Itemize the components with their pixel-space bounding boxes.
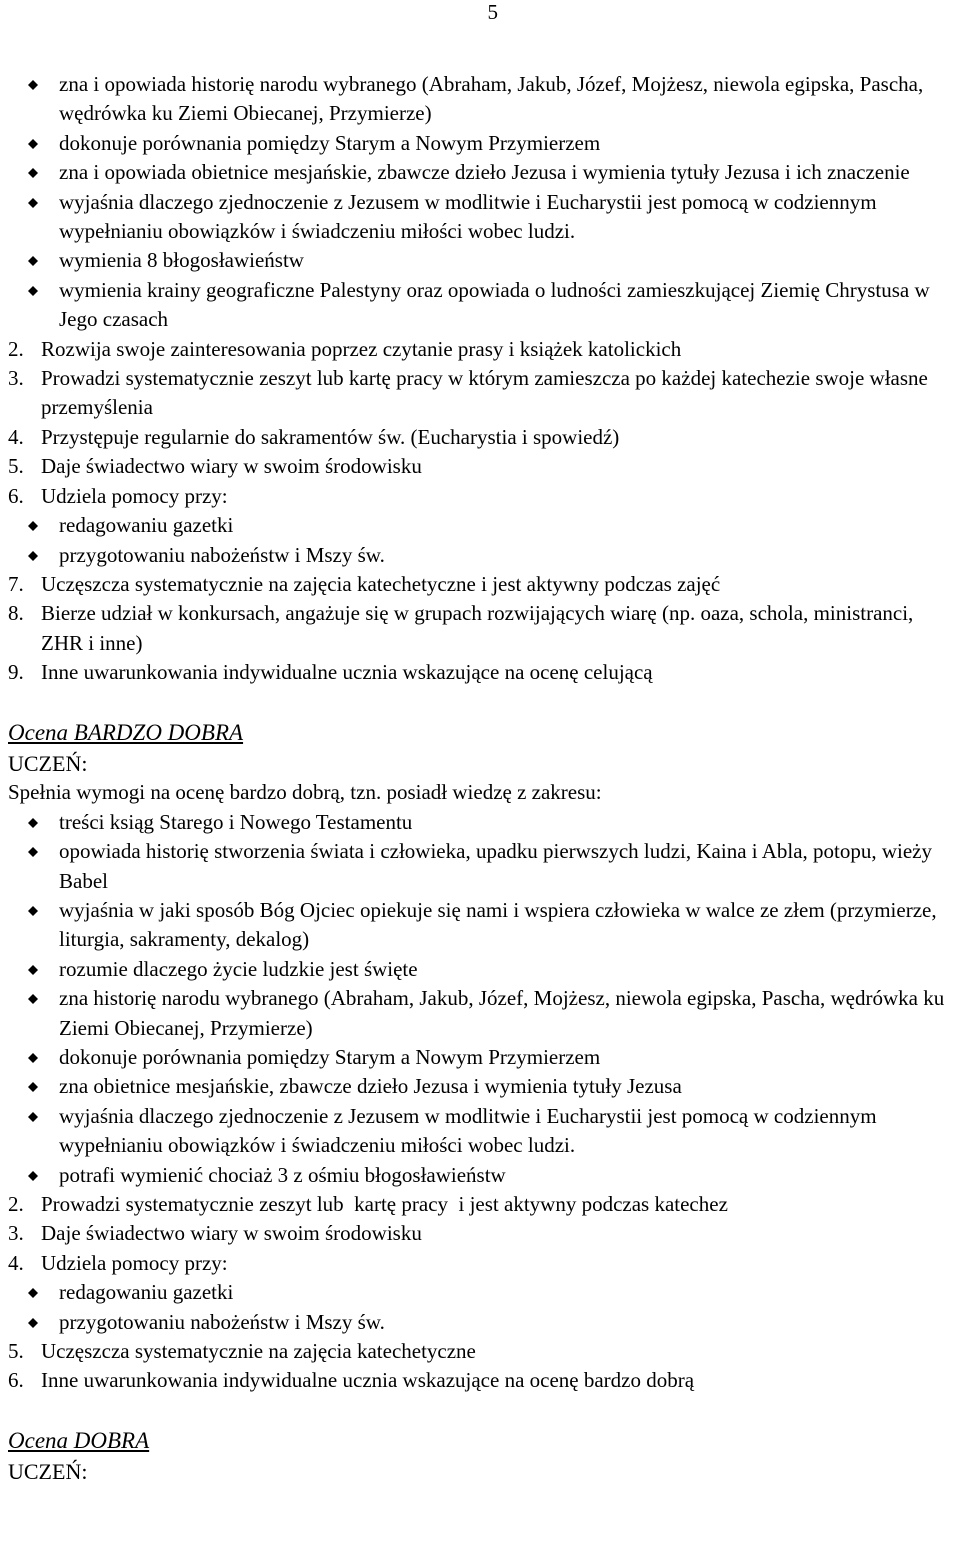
list-item-text: zna i opowiada obietnice mesjańskie, zbawcze dzieło Jezusa i wymienia tytuły Jezusa i ich znaczenie [59,160,910,185]
diamond-bullet-icon [28,906,38,916]
numbered-item [8,452,953,481]
item-text: Rozwija swoje zainteresowania poprzez czytanie prasy i książek katolickich [41,336,682,361]
diamond-bullet-icon [28,286,38,296]
item-text: Inne uwarunkowania indywidualne ucznia wskazujące na ocenę celującą [41,660,653,685]
document-body [8,70,953,1487]
diamond-bullet-icon [28,847,38,857]
list-item [8,808,953,837]
list-item [8,1278,953,1307]
list-item-text: dokonuje porównania pomiędzy Starym a Nowym Przymierzem [59,1045,601,1069]
numbered-item [8,570,953,599]
list-item [8,188,953,247]
diamond-bullet-icon [28,1318,38,1328]
item-number: 4. [8,424,24,449]
numbered-item [8,1190,953,1219]
item-number: 2. [8,336,24,361]
list-item [8,70,953,129]
list-item [8,1072,953,1101]
item-text: Inne uwarunkowania indywidualne ucznia wskazujące na ocenę bardzo dobrą [41,1368,695,1393]
numbered-item [8,423,953,452]
diamond-bullet-icon [28,198,38,208]
list-item [8,158,953,187]
list-item [8,1308,953,1337]
diamond-bullet-icon [28,80,38,90]
numbered-item [8,599,953,658]
numbered-item [8,1219,953,1248]
uczen-label: UCZEŃ: [8,750,88,776]
list-item-text: zna obietnice mesjańskie, zbawcze dzieło Jezusa i wymienia tytuły Jezusa [59,1074,682,1099]
item-number: 7. [8,571,24,596]
item-number: 4. [8,1250,24,1275]
numbered-item [8,482,953,511]
list-item-text: wyjaśnia dlaczego zjednoczenie z Jezusem w modlitwie i Eucharystii jest pomocą w codziennym wypełnianiu obowiązków i świadczeniu miłości wobec ludzi. [59,189,877,244]
diamond-bullet-icon [28,818,38,828]
diamond-bullet-icon [28,139,38,149]
item-text: Daje świadectwo wiary w swoim środowisku [41,454,422,479]
item-text: Przystępuje regularnie do sakramentów św. (Eucharystia i spowiedź) [41,424,620,449]
list-item [8,896,953,955]
list-item-text: dokonuje porównania pomiędzy Starym a Nowym Przymierzem [59,130,601,155]
list-item [8,129,953,158]
list-item-text: redagowaniu gazetki [59,513,234,538]
diamond-bullet-icon [28,256,38,266]
diamond-bullet-icon [28,168,38,178]
list-item-text: zna historię narodu wybranego (Abraham, Jakub, Józef, Mojżesz, niewola egipska, Pascha, wędrówka ku Ziemi Obiecanej, Przymierze) [59,986,945,1040]
numbered-item [8,1366,953,1395]
numbered-item [8,1249,953,1278]
list-item-text: wymienia krainy geograficzne Palestyny oraz opowiada o ludności zamieszkującej Ziemię Chrystusa w Jego czasach [59,277,930,332]
item-text: Prowadzi systematycznie zeszyt lub kartę pracy w którym zamieszcza po każdej katechezie swoje własne przemyślenia [41,366,928,420]
item-number: 6. [8,483,24,508]
list-item [8,984,953,1043]
list-item-text: wyjaśnia w jaki sposób Bóg Ojciec opiekuje się nami i wspiera człowieka w walce ze złem (przymierze, liturgia, sakramenty, dekalog) [59,897,937,952]
list-item [8,955,953,984]
numbered-item [8,658,953,687]
uczen-label: UCZEŃ: [8,1459,88,1485]
list-item-text: zna i opowiada historię narodu wybranego (Abraham, Jakub, Józef, Mojżesz, niewola egipska, Pascha, wędrówka ku Ziemi Obiecanej, Przymierze) [59,72,924,126]
page-number: 5 [487,0,498,24]
list-item-text: wyjaśnia dlaczego zjednoczenie z Jezusem w modlitwie i Eucharystii jest pomocą w codziennym wypełnianiu obowiązków i świadczeniu miłości wobec ludzi. [59,1103,877,1158]
item-text: Uczęszcza systematycznie na zajęcia katechetyczne [41,1339,476,1364]
item-text: Uczęszcza systematycznie na zajęcia katechetyczne i jest aktywny podczas zajęć [41,571,721,596]
diamond-bullet-icon [28,1288,38,1298]
section-intro: Spełnia wymogi na ocenę bardzo dobrą, tzn. posiadł wiedzę z zakresu: [8,780,602,805]
diamond-bullet-icon [28,965,38,975]
list-item-text: przygotowaniu nabożeństw i Mszy św. [59,542,385,567]
item-number: 3. [8,1221,24,1246]
section-heading-dobra: Ocena DOBRA [8,1427,150,1453]
list-item [8,1161,953,1190]
list-item-text: opowiada historię stworzenia świata i człowieka, upadku pierwszych ludzi, Kaina i Abla, potopu, wieży Babel [59,839,932,893]
item-text: Daje świadectwo wiary w swoim środowisku [41,1221,422,1246]
item-number: 5. [8,1339,24,1364]
numbered-item [8,1337,953,1366]
item-text: Bierze udział w konkursach, angażuje się w grupach rozwijających wiarę (np. oaza, schola, ministranci, ZHR i inne) [41,601,914,655]
diamond-bullet-icon [28,1082,38,1092]
section-heading-bardzo-dobra: Ocena BARDZO DOBRA [8,719,244,745]
list-item [8,511,953,540]
numbered-item [8,335,953,364]
item-number: 6. [8,1368,24,1393]
list-item-text: treści ksiąg Starego i Nowego Testamentu [59,809,413,834]
list-item [8,1043,953,1072]
item-text: Udziela pomocy przy: [41,483,228,508]
list-item-text: redagowaniu gazetki [59,1280,234,1305]
list-item [8,541,953,570]
item-text: Prowadzi systematycznie zeszyt lub kartę pracy i jest aktywny podczas katechez [41,1192,728,1217]
diamond-bullet-icon [28,1171,38,1181]
diamond-bullet-icon [28,994,38,1004]
list-item-text: wymienia 8 błogosławieństw [59,248,304,273]
item-number: 5. [8,454,24,479]
diamond-bullet-icon [28,521,38,531]
list-item-text: przygotowaniu nabożeństw i Mszy św. [59,1309,385,1334]
list-item-text: rozumie dlaczego życie ludzkie jest święte [59,956,418,981]
numbered-item [8,364,953,423]
list-item [8,837,953,896]
item-number: 2. [8,1192,24,1217]
diamond-bullet-icon [28,1112,38,1122]
diamond-bullet-icon [28,551,38,561]
diamond-bullet-icon [28,1053,38,1063]
item-number: 3. [8,366,24,391]
list-item-text: potrafi wymienić chociaż 3 z ośmiu błogosławieństw [59,1162,506,1187]
list-item [8,246,953,275]
item-text: Udziela pomocy przy: [41,1250,228,1275]
list-item [8,1102,953,1161]
item-number: 8. [8,601,24,626]
list-item [8,276,953,335]
item-number: 9. [8,660,24,685]
